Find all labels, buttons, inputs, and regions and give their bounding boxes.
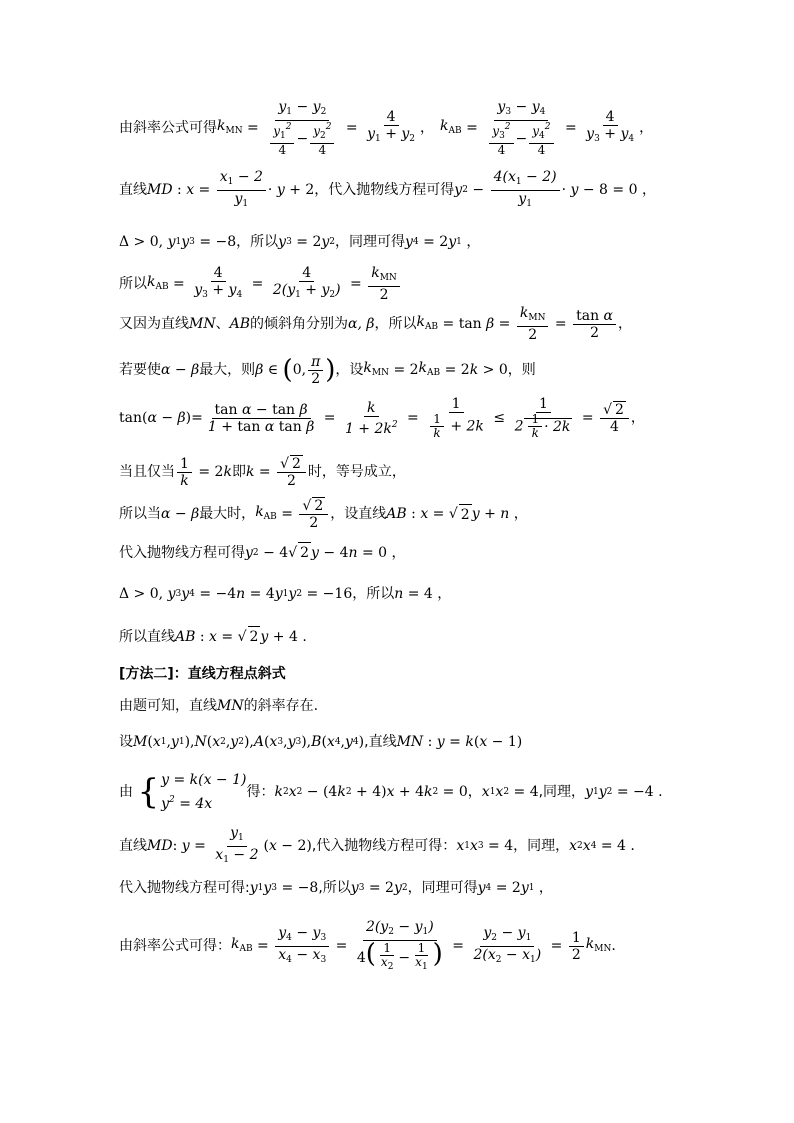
line-equality: 当且仅当 $\frac{1}{k}$ = 2 k 即 k = $\frac{√ 2}{2}$ 时，等号成立， [119,455,406,489]
line-system: 由 { y = k(x − 1) $y^2 = 4x$ 得： k 2 x 2 − (4 k 2 + 4) x + 4 k 2 = 0 ， x 1 x 2 = 4 ,同理， y 1 y 2 = −4 . [119,772,663,812]
line-set-ab: 所以当 α − β 最大时， $k_{AB}$ = $\frac{√ 2}{2}$ ，设直线 AB : x = √ 2 y + n ， [119,497,528,531]
method-heading: [方法二]：直线方程点斜式 [119,666,286,682]
line-kab: 所以 $k_{AB}$ = $\frac{4}{y_3 + y_4}$ = $\frac{4}{2(y_1 + y_2)}$ = $\frac{k_{MN}}{2}$ [119,264,402,304]
line-md-equation: 直线 MD : x = $\frac{x_1 - 2}{y_1}$ · y + 2 ，代入抛物线方程可得 y 2 − $\frac{4(x_1 - 2)}{y_1}$ · y − 8 = 0 ， [119,168,656,209]
text: ， [467,784,482,800]
text: ，同理可得 [407,880,478,896]
text: ，所以 [352,586,395,602]
text: 得： [246,784,275,800]
text: 时，等号成立， [307,464,406,480]
text: 的倾斜角分别为 [250,316,348,332]
text: 由斜率公式可得： [119,938,231,954]
text: ,代入抛物线方程可得： [311,838,457,854]
text: ，所以 [236,234,279,250]
line-slope-formula: 由斜率公式可得 $k_{MN}$ = $y_1 - y_2$ $\frac{y_1^2}{4}$ − $\frac{y_2^2}{4}$ = $\frac{4}{y_1 + y_2}$ ， $k_{AB}$ = $y_3 - y_4$ $\frac{y_3^2}{4}$ − $\frac{y_4^2}{4}$ = $\frac{4}{y_3 + y_4}$ ， [119,99,654,157]
text: 由斜率公式可得 [119,120,217,136]
text: 设 [119,734,133,750]
text: 直线 [119,182,147,198]
text: ,直线 [364,734,397,750]
text: ,同理， [538,784,586,800]
text: 代入抛物线方程可得: [119,880,250,896]
line-angles: 又因为直线 MN 、 AB 的倾斜角分别为 α, β ，所以 $k_{AB}$ = tan β = $\frac{k_{MN}}{2}$ = $\frac{\text{tan α}}{2}$ ， [119,305,632,343]
line-mn-slope: 由题可知，直线 MN 的斜率存在. [119,698,319,714]
text: 由 [119,784,133,800]
text: 最大时， [199,506,256,522]
text: 所以 [119,276,147,292]
text: ，设 [335,362,364,378]
line-delta: Δ > 0, y 1 y 3 = −8 ，所以 y 3 = 2 y 2 ，同理可得 y 4 = 2 y 1 ， [119,234,481,250]
text: 若要使 [119,362,161,378]
text: 最大，则 [199,362,256,378]
text: ，同理可得 [335,234,406,250]
text: ，所以 [374,316,417,332]
line-substitute-2: 代入抛物线方程可得: y 1 y 3 = −8 ,所以 y 3 = 2 y 2 ，同理可得 y 4 = 2 y 1 ， [119,880,553,896]
line-slope-final: 由斜率公式可得： $k_{AB}$ = $\frac{y_4 - y_3}{x_4 - x_3}$ = $2(y_2 - y_1)$ 4( $\frac{1}{x_2}$ − $\frac{1}{x_1}$ ) = $\frac{y_2 - y_1}{2(x_2 - x_1)}$ = $\frac{1}{2}$ $k_{MN}$ . [119,918,616,972]
line-ab-result: 所以直线 AB : x = √ 2 y + 4 . [119,626,307,647]
text: ，设直线 [330,506,387,522]
line-points: 设 M ( x 1 , y 1 ), N ( x 2 , y 2 ), A ( x 3 , y 3 ), B ( x 4 , y 4 ) ,直线 MN : y = k ( x − 1) [119,734,523,750]
text: ，则 [507,362,536,378]
text: 即 [231,464,246,480]
text: ，代入抛物线方程可得 [314,182,455,198]
text: 的斜率存在. [243,698,319,714]
text: 又因为直线 [119,316,189,332]
line-md-point-slope: 直线 MD : y = $\frac{y_1}{x_1 - 2}$ ( x − 2) ,代入抛物线方程可得： x 1 x 3 = 4 ，同理， x 2 x 4 = 4 . [119,824,635,865]
text: 、 [215,316,230,332]
text: 代入抛物线方程可得 [119,544,245,561]
text: 所以当 [119,506,161,522]
text: ,所以 [318,880,351,896]
text: 直线 [119,838,147,854]
line-beta-range: 若要使 α − β 最大，则 β ∈ ( 0, $\frac{\pi}{2}$ ) ，设 $k_{MN}$ = 2 $k_{AB}$ = 2 k > 0 ，则 [119,353,536,387]
text: 当且仅当 [119,464,175,480]
text: 由题可知，直线 [119,698,217,714]
line-tan-difference: tan( α − β )= $\frac{\text{tan α − tan β}}{\text{1 + tan α tan β}}$ = $\frac{k}{1 + 2k^2}$ = 1 $\frac{1}{k}$ + 2k ≤ 1 2 $\frac{1}{k}$ · 2k = $\frac{√ 2}{4}$ ， [119,396,645,440]
text: 所以直线 [119,628,175,645]
text: ，同理， [513,838,570,854]
line-delta-n: Δ > 0, y 3 y 4 = −4 n = 4 y 1 y 2 = −16 ，所以 n = 4 ， [119,586,452,602]
line-substitute: 代入抛物线方程可得 y 2 − 4√ 2 y − 4 n = 0 ， [119,542,406,563]
